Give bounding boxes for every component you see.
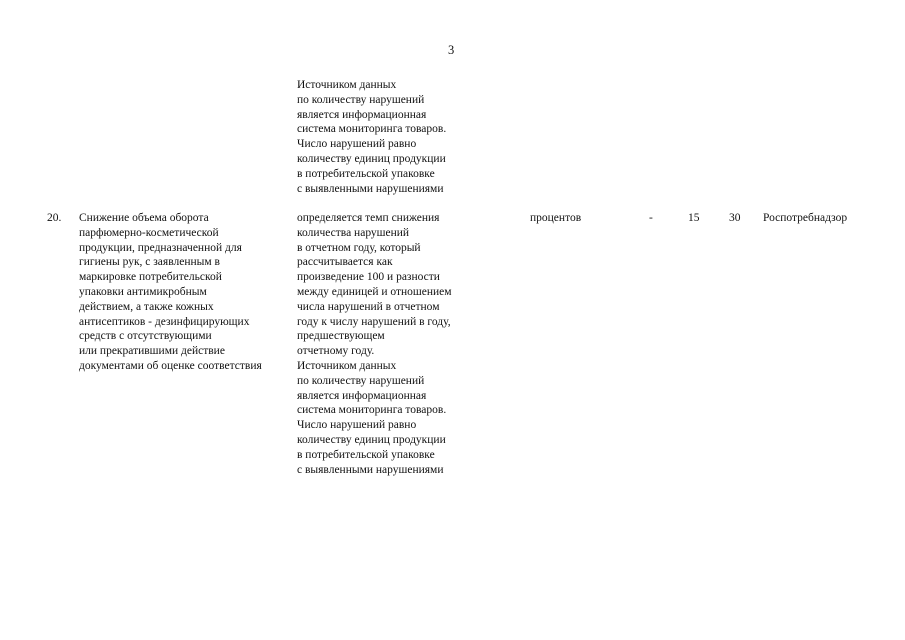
carry-over-source-text: Источником данных по количеству нарушений является информационная система мониторинга товаров. Число нарушений равно количеству единиц продукции в потребительской упаковке с выявленными нарушениями [297, 79, 447, 195]
target-value-1: 15 [688, 212, 700, 224]
indicator-title: Снижение объема оборота парфюмерно-косметической продукции, предназначенной для гигиены рук, с заявленным в маркировке потребительской упаковки антимикробным действием, а также кожных антисептиков - дезинфицирующих средств с отсутствующими или прекратившими действие документами об оценке соответствия [79, 212, 262, 372]
responsible-agency: Роспотребнадзор [763, 212, 848, 224]
unit-of-measure: процентов [530, 212, 582, 224]
base-value: - [649, 212, 653, 224]
page-number: 3 [448, 43, 455, 57]
row-number: 20. [47, 212, 62, 224]
calculation-method: определяется темп снижения количества нарушений в отчетном году, который рассчитывается как произведение 100 и разности между единицей и отношением числа нарушений в отчетном году к числу нарушений в году, предшествующем отчетному году. Источником данных по количеству нарушений является информационная система мониторинга товаров. Число нарушений равно количеству единиц продукции в потребительской упаковке с выявленными нарушениями [297, 212, 452, 476]
target-value-2: 30 [729, 212, 741, 224]
